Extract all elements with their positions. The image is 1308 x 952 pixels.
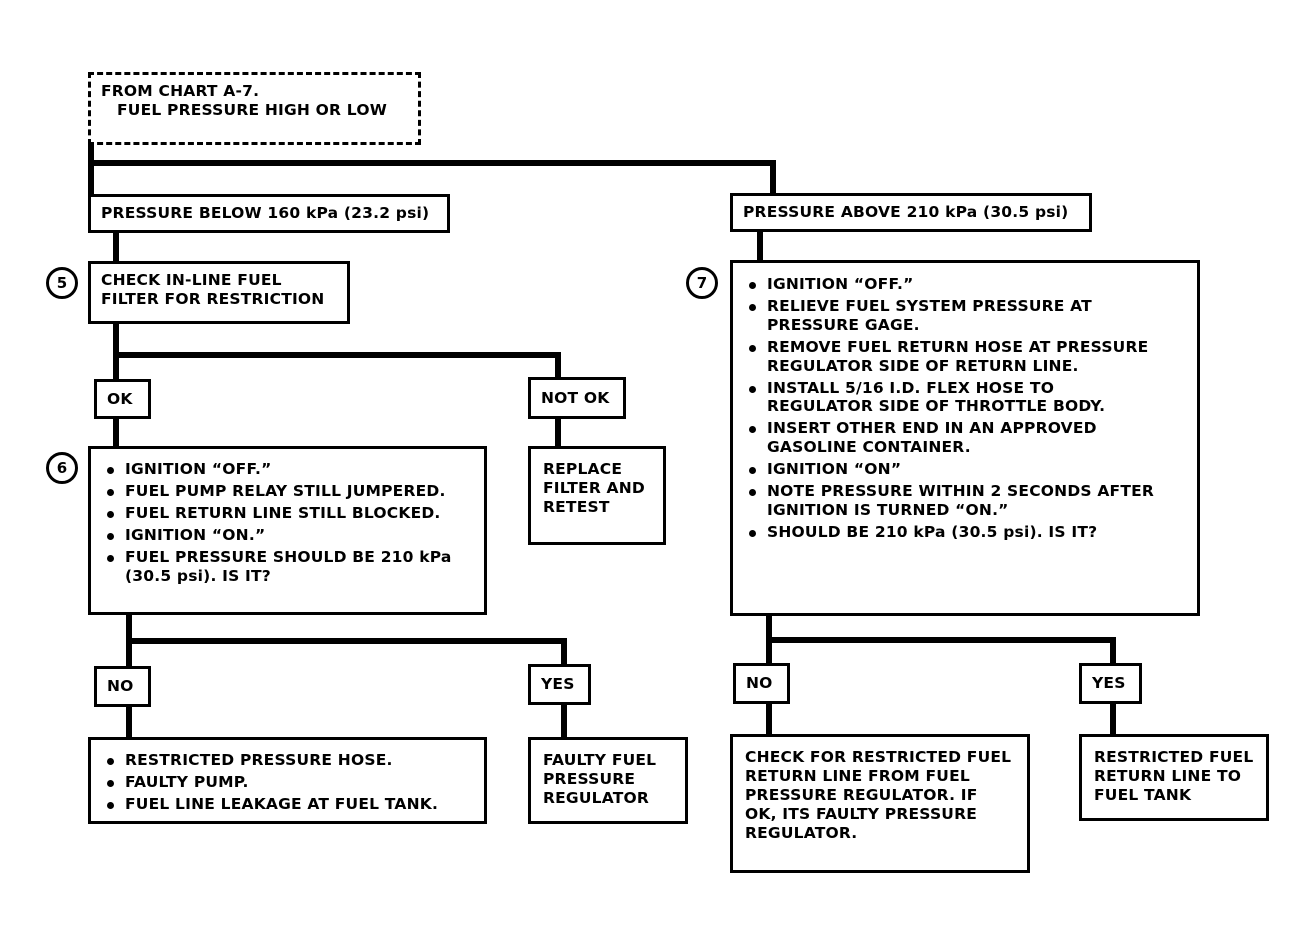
list-item-continuation: REGULATOR SIDE OF THROTTLE BODY.	[767, 397, 1106, 416]
connector-left-no-to-result	[126, 706, 132, 738]
start-line2: FUEL PRESSURE HIGH OR LOW	[117, 100, 387, 119]
step5-line1: CHECK IN-LINE FUEL	[101, 271, 282, 289]
list-item-text: NOTE PRESSURE WITHIN 2 SECONDS AFTER	[767, 482, 1155, 501]
right-no-label: NO	[746, 674, 773, 693]
node-step7-procedure	[730, 260, 1200, 616]
right-yes-line1: RESTRICTED FUEL	[1094, 748, 1254, 766]
step-number-7	[686, 267, 718, 299]
replace-line1: REPLACE	[543, 460, 623, 478]
connector-left-branch-down	[88, 160, 94, 194]
ok-label: OK	[107, 389, 133, 408]
connector-left-yes-down	[561, 638, 567, 666]
list-item	[745, 338, 1185, 376]
replace-line2: FILTER AND	[543, 478, 645, 497]
list-item	[745, 297, 1185, 335]
connector-notok-down	[555, 352, 561, 379]
node-pressure-below	[88, 194, 450, 233]
step5-line2: FILTER FOR RESTRICTION	[101, 289, 325, 308]
list-item-continuation: REGULATOR SIDE OF RETURN LINE.	[767, 356, 1079, 375]
list-item-text: RELIEVE FUEL SYSTEM PRESSURE AT	[767, 296, 1092, 315]
left-yes-line2: PRESSURE	[543, 769, 636, 788]
step6-list	[103, 460, 472, 585]
connector-right-no-down	[766, 637, 772, 663]
left-yes-line3: REGULATOR	[543, 788, 649, 807]
node-replace-filter	[528, 446, 666, 545]
not-ok-label: NOT OK	[541, 388, 610, 407]
right-yes-line3: FUEL TANK	[1094, 785, 1192, 804]
node-start	[88, 72, 421, 145]
list-item	[745, 419, 1185, 457]
connector-right-noyes-bar	[766, 637, 1116, 643]
list-item: FUEL RETURN LINE STILL BLOCKED.	[103, 504, 472, 523]
connector-ok-notok-bar	[113, 352, 561, 358]
pressure-above-label: PRESSURE ABOVE 210 kPa (30.5 psi)	[743, 203, 1069, 222]
node-left-no	[94, 666, 151, 707]
list-item-text: FUEL PRESSURE SHOULD BE 210 kPa	[125, 547, 452, 566]
list-item: IGNITION “ON”	[745, 460, 1185, 479]
connector-ok-down	[113, 352, 119, 379]
list-item: FAULTY PUMP.	[103, 773, 472, 792]
replace-line3: RETEST	[543, 497, 610, 516]
connector-left-noyes-bar	[126, 638, 567, 644]
list-item: FUEL PUMP RELAY STILL JUMPERED.	[103, 482, 472, 501]
step-5-number: 5	[56, 274, 68, 292]
list-item-text: INSERT OTHER END IN AN APPROVED	[767, 419, 1097, 438]
node-left-yes	[528, 664, 591, 705]
connector-right-yes-down	[1110, 637, 1116, 663]
list-item	[745, 379, 1185, 417]
list-item-continuation: (30.5 psi). IS IT?	[125, 566, 271, 585]
connector-notok-to-replace	[555, 418, 561, 446]
node-right-yes	[1079, 663, 1142, 704]
list-item: IGNITION “OFF.”	[103, 460, 472, 479]
right-no-line1: CHECK FOR RESTRICTED FUEL	[745, 748, 1012, 766]
node-check-inline-filter	[88, 261, 350, 324]
right-no-line2: RETURN LINE FROM FUEL	[745, 766, 970, 785]
connector-left-yes-to-result	[561, 704, 567, 738]
left-no-result-list	[103, 751, 472, 814]
list-item: SHOULD BE 210 kPa (30.5 psi). IS IT?	[745, 523, 1185, 542]
list-item: IGNITION “OFF.”	[745, 275, 1185, 294]
node-right-yes-result	[1079, 734, 1269, 821]
connector-left-no-down	[126, 638, 132, 666]
connector-right-branch-down	[770, 160, 776, 194]
start-line1: FROM CHART A-7.	[101, 82, 260, 100]
connector-right-branch-to-step7	[757, 231, 763, 260]
right-no-line3: PRESSURE REGULATOR. IF	[745, 785, 978, 804]
list-item	[103, 548, 472, 586]
list-item: FUEL LINE LEAKAGE AT FUEL TANK.	[103, 795, 472, 814]
right-yes-line2: RETURN LINE TO	[1094, 766, 1242, 785]
list-item	[745, 482, 1185, 520]
list-item-text: REMOVE FUEL RETURN HOSE AT PRESSURE	[767, 337, 1149, 356]
step-number-5	[46, 267, 78, 299]
node-right-no	[733, 663, 790, 704]
node-pressure-above	[730, 193, 1092, 232]
node-step6-checks	[88, 446, 487, 615]
node-left-yes-result	[528, 737, 688, 824]
right-no-line5: REGULATOR.	[745, 823, 858, 842]
step-7-number: 7	[696, 274, 708, 292]
left-yes-line1: FAULTY FUEL	[543, 751, 657, 769]
node-left-no-result	[88, 737, 487, 824]
list-item-text: INSTALL 5/16 I.D. FLEX HOSE TO	[767, 378, 1055, 397]
right-no-line4: OK, ITS FAULTY PRESSURE	[745, 804, 978, 823]
node-right-no-result	[730, 734, 1030, 873]
connector-right-yes-to-result	[1110, 703, 1116, 735]
left-yes-label: YES	[541, 675, 575, 694]
connector-right-no-to-result	[766, 703, 772, 735]
list-item-continuation: IGNITION IS TURNED “ON.”	[767, 500, 1009, 519]
list-item: IGNITION “ON.”	[103, 526, 472, 545]
node-not-ok	[528, 377, 626, 419]
connector-ok-to-step6	[113, 418, 119, 446]
list-item: RESTRICTED PRESSURE HOSE.	[103, 751, 472, 770]
connector-left-branch-to-step5	[113, 232, 119, 264]
list-item-continuation: PRESSURE GAGE.	[767, 315, 920, 334]
step-number-6	[46, 452, 78, 484]
list-item-continuation: GASOLINE CONTAINER.	[767, 438, 971, 457]
node-ok	[94, 379, 151, 419]
pressure-below-label: PRESSURE BELOW 160 kPa (23.2 psi)	[101, 204, 430, 223]
connector-step5-down	[113, 323, 119, 355]
left-no-label: NO	[107, 677, 134, 696]
step7-list	[745, 275, 1185, 542]
step-6-number: 6	[56, 459, 68, 477]
connector-top-horizontal	[88, 160, 776, 166]
right-yes-label: YES	[1092, 674, 1126, 693]
